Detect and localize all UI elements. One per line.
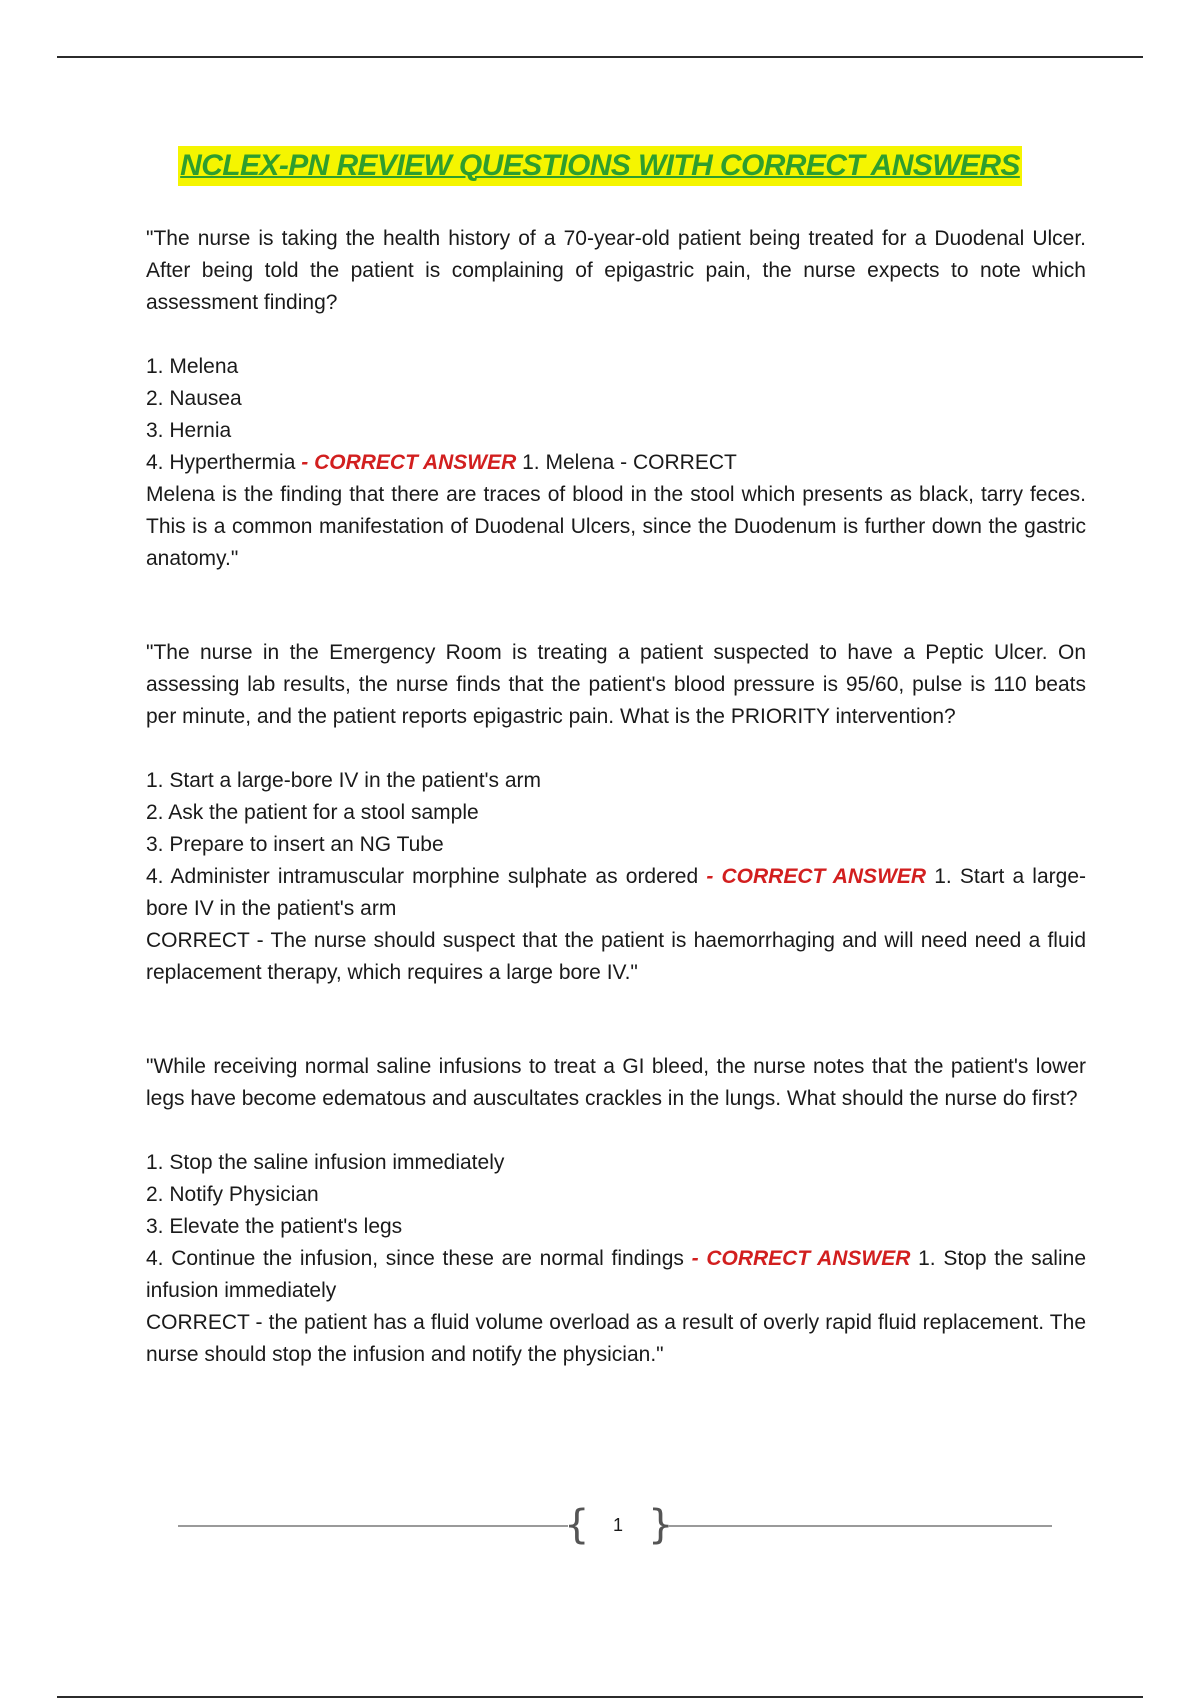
correct-answer-text: 1. Stop the saline infusion immediately xyxy=(146,1247,1087,1302)
question-block xyxy=(146,1051,1086,1371)
answer-line xyxy=(146,447,1086,479)
top-rule xyxy=(57,56,1143,58)
left-brace-icon: { xyxy=(564,1502,590,1548)
answer-line xyxy=(146,1243,1086,1307)
option-item: 2. Ask the patient for a stool sample xyxy=(146,801,479,824)
question-block xyxy=(146,223,1086,575)
answer-explanation: CORRECT - The nurse should suspect that the patient is haemorrhaging and will need need a fluid replacement therapy, which requires a large bore IV." xyxy=(146,929,1086,984)
footer-line-right xyxy=(668,1525,1052,1527)
correct-answer-label: CORRECT ANSWER xyxy=(706,1247,911,1270)
question-block xyxy=(146,637,1086,989)
correct-answer-text: 1. Start a large-bore IV in the patient's arm xyxy=(146,865,1086,920)
option-item: 2. Nausea xyxy=(146,387,242,410)
document-title: NCLEX-PN REVIEW QUESTIONS WITH CORRECT ANSWERS xyxy=(178,146,1022,186)
question-stem: "The nurse in the Emergency Room is treating a patient suspected to have a Peptic Ulcer. On assessing lab results, the nurse finds that the patient's blood pressure is 95/60, pulse is 110 beats per minute, and the patient reports epigastric pain. What is the PRIORITY intervention? xyxy=(146,641,1086,728)
question-stem: "While receiving normal saline infusions to treat a GI bleed, the nurse notes that the patient's lower legs have become edematous and auscultates crackles in the lungs. What should the nurse do first? xyxy=(146,1055,1086,1110)
option-item: 2. Notify Physician xyxy=(146,1183,319,1206)
title-container xyxy=(0,146,1200,186)
answer-line xyxy=(146,861,1086,925)
answer-separator: - xyxy=(698,865,722,888)
answer-explanation: CORRECT - the patient has a fluid volume overload as a result of overly rapid fluid replacement. The nurse should stop the infusion and notify the physician." xyxy=(146,1311,1086,1366)
correct-answer-text: 1. Melena - CORRECT xyxy=(516,451,737,474)
option-item: 3. Elevate the patient's legs xyxy=(146,1215,403,1238)
option-item: 1. Stop the saline infusion immediately xyxy=(146,1151,505,1174)
answer-separator: - xyxy=(295,451,315,474)
option-item: 1. Melena xyxy=(146,355,239,378)
answer-separator: - xyxy=(683,1247,707,1270)
option-item: 4. Hyperthermia xyxy=(146,451,296,474)
correct-answer-label: CORRECT ANSWER xyxy=(721,865,927,888)
page-footer xyxy=(178,1502,1052,1548)
page-number: 1 xyxy=(612,1515,623,1535)
right-brace-icon: } xyxy=(648,1502,674,1548)
correct-answer-label: CORRECT ANSWER xyxy=(314,451,517,474)
footer-line-left xyxy=(178,1525,568,1527)
question-stem: "The nurse is taking the health history of a 70-year-old patient being treated for a Duodenal Ulcer. After being told the patient is complaining of epigastric pain, the nurse expects to note which assessment finding? xyxy=(146,227,1086,314)
option-item: 3. Prepare to insert an NG Tube xyxy=(146,833,444,856)
option-item: 4. Administer intramuscular morphine sulphate as ordered xyxy=(146,865,699,888)
bottom-rule xyxy=(57,1696,1143,1698)
answer-explanation: Melena is the finding that there are traces of blood in the stool which presents as black, tarry feces. This is a common manifestation of Duodenal Ulcers, since the Duodenum is further down the gastric anatomy." xyxy=(146,483,1086,570)
option-item: 1. Start a large-bore IV in the patient's arm xyxy=(146,769,542,792)
option-item: 3. Hernia xyxy=(146,419,232,442)
option-item: 4. Continue the infusion, since these are normal findings xyxy=(146,1247,684,1270)
document-body xyxy=(146,223,1086,1371)
